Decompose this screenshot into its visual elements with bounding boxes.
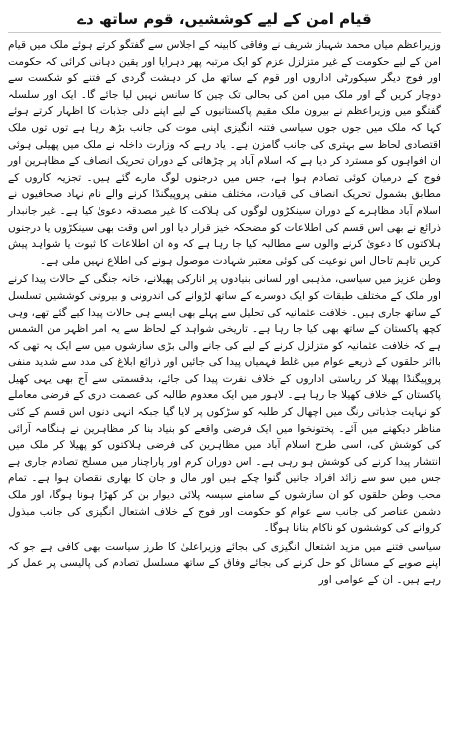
- editorial-headline: قیام امن کے لیے کوششیں، قوم ساتھ دے: [8, 8, 441, 33]
- paragraph-conclusion: سیاسی فتنے میں مزید اشتعال انگیزی کی بجائے وزیراعلیٰ کا طرز سیاست بھی کافی ہے جو کہ اپنے صوبے کے مسائل کو حل کرنے کی بجائے وفاق کے ساتھ مسلسل تصادم کی پالیسی پر عمل کر رہے ہیں۔ ان کے عوامی اور: [8, 540, 441, 586]
- paragraph-conspiracies: وطن عزیز میں سیاسی، مذہبی اور لسانی بنیادوں پر انارکی پھیلانے، خانہ جنگی کے حالات پیدا کرنے اور ملک کے مختلف طبقات کو ایک دوسرے کے ساتھ لڑوانے کی اندرونی و بیرونی کوششیں تسلسل کے ساتھ جاری ہیں۔ خلافت عثمانیہ کی تحلیل سے پہلے بھی ایسے ہی حالات پیدا کیے گئے تھے، وہی کچھ پاکستان کے ساتھ بھی کیا جا رہا ہے۔ تاریخی شواہد کے لحاظ سے یہ امر اظہر من الشمس ہے کہ خلافت عثمانیہ کو متزلزل کرنے کے لیے کی جانے والی بڑی سازشوں میں سے ایک یہ تھی کہ بااثر حلقوں کے ذریعے عوام میں غلط فہمیاں پیدا کی جائیں اور ذرائع ابلاغ کی مدد سے شدید منفی پروپیگنڈا پھیلا کر ریاستی اداروں کے خلاف نفرت پیدا کی جائے، بدقسمتی سے آج بھی یہی کھیل پاکستان کے خلاف کھیلا جا رہا ہے۔ لاہور میں ایک معدوم طالبہ کی عصمت دری کے فرضی معاملے کو نہایت جذباتی رنگ میں اچھال کر طلبہ کو سڑکوں پر لایا گیا جبکہ انہی دنوں اس قسم کے کئی مناظر دیکھنے میں آئے۔ پختونخوا میں ایک فرضی واقعے کو بنیاد بنا کر مظاہرین نے ہنگامہ آرائی کی کوشش کی، اسی طرح اسلام آباد میں مظاہرین کی فرضی ہلاکتوں کو پھیلا کر ملک میں انتشار پیدا کرنے کی کوشش ہو رہی ہے۔ اس دوران کرم اور پاراچنار میں مسلح تصادم جاری ہے جس میں سو سے زائد افراد جانیں گنوا چکے ہیں اور مال و جان کا بھاری نقصان ہوا ہے۔ تمام محب وطن حلقوں کو ان سازشوں کے سامنے سیسہ پلائی دیوار بن کر کھڑا ہونا ہوگا، اور ملک دشمن عناصر کی جانب سے عوام کو حکومت اور فوج کے خلاف اشتعال انگیزی کی جانب مبذول کروانے کی کوششوں کو ناکام بنانا ہوگا۔: [8, 273, 441, 535]
- paragraph-intro: وزیراعظم میاں محمد شہباز شریف نے وفاقی کابینہ کے اجلاس سے گفتگو کرتے ہوئے ملک میں قیام امن کے لیے حکومت کے غیر متزلزل عزم کو ایک مرتبہ پھر دہرایا اور یقین دہانی کرائی کہ حکومت اور فوج دیگر سیکورٹی اداروں اور قوم کے ساتھ مل کر دہشت گردی کے فتنے کو شکست سے دوچار کریں گے اور ملک میں امن کی بحالی تک چین کا سانس نہیں لیا جائے گا۔ ایک اور سلسلہ گفتگو میں وزیراعظم نے بیرون ملک مقیم پاکستانیوں کے لیے اپنے دلی جذبات کا اظہار کرتے ہوئے کہا کہ ملک میں جوں جوں سیاسی فتنہ انگیزی اپنی موت کی جانب بڑھ رہا ہے توں توں ملک اقتصادی لحاظ سے بہتری کی جانب گامزن ہے۔ یاد رہے کہ وزارت داخلہ نے ملک میں پھیلی ہوئی ان افواہوں کو مسترد کر دیا ہے کہ اسلام آباد پر چڑھائی کے دوران تحریک انصاف کے مظاہرین اور فوج کے درمیان کوئی تصادم ہوا ہے، جس میں درجنوں لوگ مارے گئے ہیں۔ تجزیہ کاروں کے مطابق بشمول تحریک انصاف کی قیادت، مختلف منفی پروپیگنڈا کرنے والے نام نہاد صحافیوں نے اسلام آباد مظاہرے کے دوران سینکڑوں لوگوں کی ہلاکت کا غیر مصدقہ دعویٰ کیا ہے۔ غیر جانبدار ذرائع نے بھی اس قسم کی اطلاعات کو مضحکہ خیز قرار دیا اور اس وقت بھی سینکڑوں یا درجنوں ہلاکتوں کا دعویٰ کرنے والوں سے مطالبہ کیا جا رہا ہے کہ وہ ان اطلاعات کا ثبوت یا شواہد پیش کریں تاہم تاحال اس نوعیت کی کوئی معتبر شہادت موصول ہونے کی اطلاع نہیں ملی ہے۔: [8, 39, 441, 267]
